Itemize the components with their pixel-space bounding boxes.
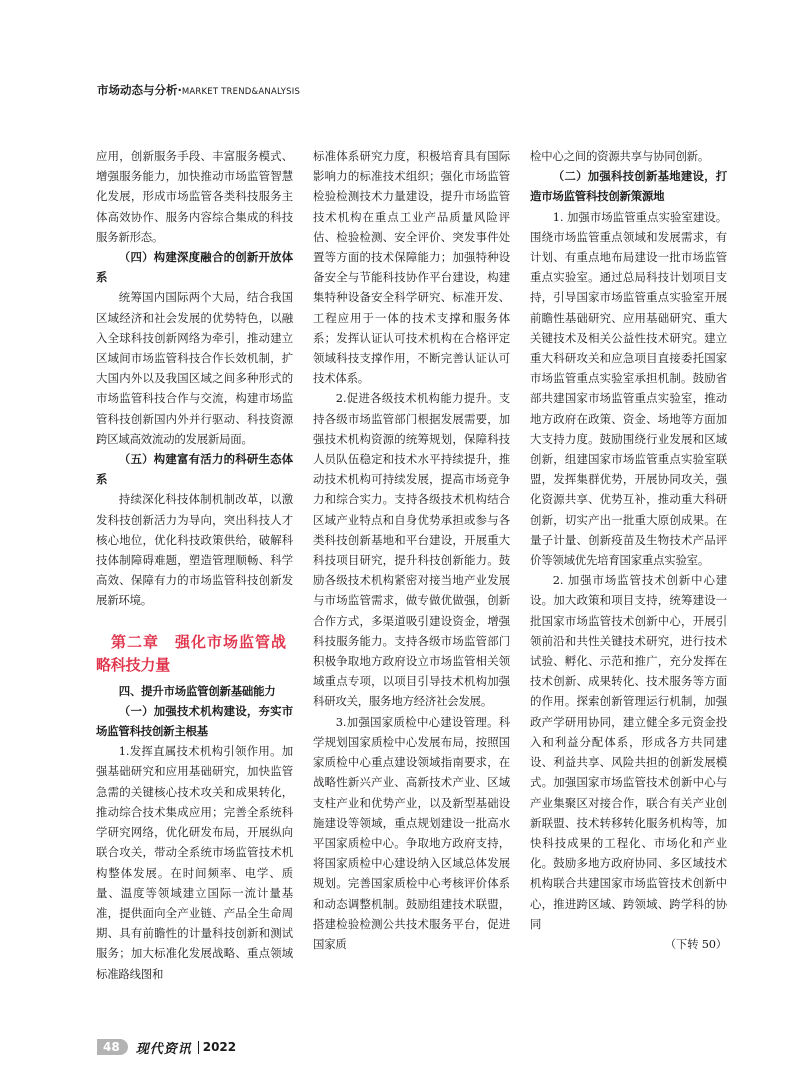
paragraph: 2. 加强市场监管技术创新中心建设。加大政策和项目支持，统筹建设一批国家市场监管技术创新中心，开展引领前沿和共性关键技术研究，进行技术试验、孵化、示范和推广，充分发挥在技术创新、成果转化、技术服务等方面的作用。探索创新管理运行机制，加强政产学研用协同，建立健全多元资金投入和利益分配体系，形成各方共同建设、利益共享、风险共担的创新发展模式。加强国家市场监管技术创新中心与产业集聚区对接合作，联合有关产业创新联盟、技术转移转化服务机构等，加快科技成果的工程化、市场化和产业化。鼓励多地方政府协同、多区域技术机构联合共建国家市场监管技术创新中心，推进跨区域、跨领域、跨学科的协同 [530, 573, 727, 931]
paragraph: （二）加强科技创新基地建设，打造市场监管科技创新策源地 [530, 169, 727, 204]
continued-note: （下转 50） [664, 936, 727, 951]
page-footer [97, 1038, 236, 1056]
text-column-1 [96, 146, 293, 984]
magazine-brand: 现代资讯 [135, 1041, 192, 1057]
page-number: 48 [97, 1039, 128, 1055]
paragraph: 统筹国内国际两个大局，结合我国区域经济和社会发展的优势特色，以融入全球科技创新网络为牵引，推动建立区域间市场监管科技合作长效机制，扩大国内外以及我国区域之间多种形式的市场监管科技合作与交流，构建市场监管科技创新国内外并行驱动、科技资源跨区域高效流动的发展新局面。 [96, 290, 293, 446]
chapter-title-line-1: 第二章 强化市场监管战 [111, 632, 288, 651]
paragraph: （一）加强技术机构建设，夯实市场监管科技创新主根基 [96, 703, 293, 739]
chapter-heading [96, 631, 293, 677]
paragraph: 1. 加强市场监管重点实验室建设。围绕市场监管重点领域和发展需求，有计划、有重点地布局建设一批市场监管重点实验室。通过总局科技计划项目支持，引导国家市场监管重点实验室开展前瞻性基础研究、应用基础研究、重大关键技术及相关公益性技术研究。建立重大科研攻关和应急项目直接委托国家市场监管重点实验室承担机制。鼓励省部共建国家市场监管重点实验室，推动地方政府在政策、资金、场地等方面加大支持力度。鼓励围绕行业发展和区域创新，组建国家市场监管重点实验室联盟，发挥集群优势，开展协同攻关，强化资源共享、优势互补，推动重大科研创新，切实产出一批重大原创成果。在量子计量、创新疫苗及生物技术产品评价等领域优先培育国家重点实验室。 [530, 209, 727, 568]
paragraph: 3.加强国家质检中心建设管理。科学规划国家质检中心发展布局，按照国家质检中心重点建设领域指南要求，在战略性新兴产业、高新技术产业、区域支柱产业和优势产业，以及新型基础设施建设等领域，重点规划建设一批高水平国家质检中心。争取地方政府支持，将国家质检中心建设纳入区域总体发展规划。完善国家质检中心考核评价体系和动态调整机制。鼓励组建技术联盟，搭建检验检测公共技术服务平台，促进国家质 [313, 714, 510, 951]
footer-divider [198, 1041, 199, 1054]
paragraph: 检中心之间的资源共享与协同创新。 [530, 149, 710, 163]
paragraph: （四）构建深度融合的创新开放体系 [96, 250, 293, 285]
paragraph: 四、提升市场监管创新基础能力 [118, 683, 276, 698]
header-section-en: MARKET TREND&ANALYSIS [181, 87, 301, 97]
running-header [97, 82, 300, 98]
text-column-2 [313, 146, 510, 954]
chapter-title-line-2: 略科技力量 [96, 655, 171, 674]
text-column-3 [530, 146, 727, 954]
paragraph: 持续深化科技体制机制改革，以激发科技创新活力为导向，突出科技人才核心地位，优化科技政策供给，破解科技体制障碍难题，塑造管理顺畅、科学高效、保障有力的市场监管科技创新发展新环境。 [96, 492, 293, 608]
paragraph: （五）构建富有活力的科研生态体系 [96, 452, 293, 487]
header-section-cn: 市场动态与分析· [97, 83, 182, 97]
issue-year: 2022 [202, 1040, 237, 1054]
paragraph: 2.促进各级技术机构能力提升。支持各级市场监管部门根据发展需要，加强技术机构资源的统筹规划，保障科技人员队伍稳定和技术水平持续提升，推动技术机构可持续发展，提高市场竞争力和综合实力。支持各级技术机构结合区域产业特点和自身优势承担或参与各类科技创新基地和平台建设，开展重大科技项目研究，提升科技创新能力。鼓励各级技术机构紧密对接当地产业发展与市场监管需求，做专做优做强，创新合作方式，多渠道吸引建设资金，增强科技服务能力。支持各级市场监管部门积极争取地方政府设立市场监管相关领域重点专项，以项目引导技术机构加强科研攻关，服务地方经济社会发展。 [313, 391, 510, 709]
paragraph: 应用，创新服务手段、丰富服务模式、增强服务能力，加快推动市场监管智慧化发展，形成市场监管各类科技服务主体高效协作、服务内容综合集成的科技服务新形态。 [96, 149, 293, 244]
paragraph: 标准体系研究力度，积极培育具有国际影响力的标准技术组织；强化市场监管检验检测技术力量建设，提升市场监管技术机构在重点工业产品质量风险评估、检验检测、安全评价、突发事件处置等方面的技术保障能力；加强特种设备安全与节能科技协作平台建设，构建集特种设备安全科学研究、标准开发、工程应用于一体的技术支撑和服务体系；发挥认证认可技术机构在合格评定领域科技支撑作用，不断完善认证认可技术体系。 [313, 149, 510, 386]
paragraph: 1.发挥直属技术机构引领作用。加强基础研究和应用基础研究，加快监管急需的关键核心技术攻关和成果转化，推动综合技术集成应用；完善全系统科学研究网络，优化研发布局，开展纵向联合攻关，带动全系统市场监管技术机构整体发展。在时间频率、电学、质量、温度等领域建立国际一流计量基准，提供面向全产业链、产品全生命周期、具有前瞻性的计量科技创新和测试服务；加大标准化发展战略、重点领域标准路线图和 [96, 744, 293, 981]
